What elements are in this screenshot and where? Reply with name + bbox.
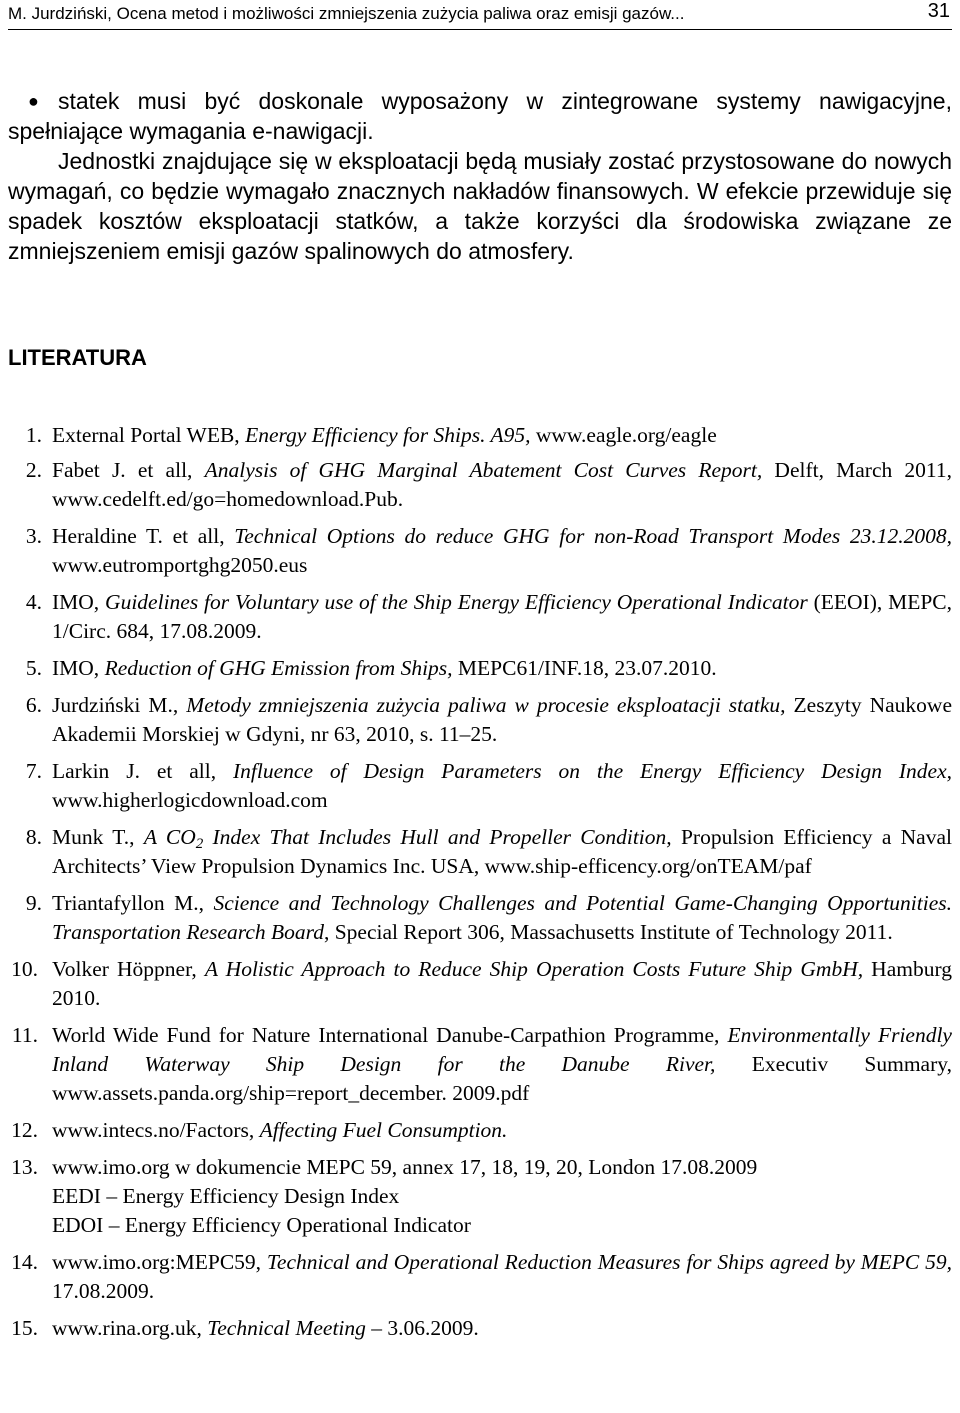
reference-text: MEPC61/INF.18, 23.07.2010. xyxy=(452,656,717,680)
reference-title-part: A CO xyxy=(143,825,196,849)
reference-item xyxy=(8,757,952,815)
reference-item xyxy=(8,955,952,1013)
page-number: 31 xyxy=(927,0,950,22)
reference-title: A Holistic Approach to Reduce Ship Operation Costs Future Ship GmbH, xyxy=(204,957,864,981)
reference-number: 8. xyxy=(25,825,42,849)
reference-text: Volker Höppner, xyxy=(52,957,205,981)
reference-list xyxy=(8,421,952,1343)
reference-number: 1. xyxy=(25,423,42,447)
reference-text: www.rina.org.uk, xyxy=(52,1316,208,1340)
reference-text: Fabet J. et all, xyxy=(52,458,205,482)
header-rule xyxy=(8,29,952,30)
paragraph: Jednostki znajdujące się w eksploatacji będą musiały zostać przystosowane do nowych wymagań, co będzie wymagało znacznych nakładów finansowych. W efekcie przewiduje się spadek kosztów eksploatacji statków, a także korzyści dla środowiska związane ze zmniejszeniem emisji gazów spalinowych do atmosfery. xyxy=(8,148,952,264)
reference-item xyxy=(8,1248,952,1306)
reference-title-part: Index That Includes Hull and Propeller Condition, xyxy=(203,825,672,849)
running-title: M. Jurdziński, Ocena metod i możliwości zmniejszenia zużycia paliwa oraz emisji gazów... xyxy=(8,4,685,23)
reference-text: Triantafyllon M., xyxy=(52,891,214,915)
reference-item xyxy=(8,654,952,683)
reference-number: 3. xyxy=(25,524,42,548)
reference-title: Reduction of GHG Emission from Ships, xyxy=(104,656,453,680)
reference-text: World Wide Fund for Nature International Danube-Carpathion Programme, xyxy=(52,1023,728,1047)
reference-title: Technical Options do reduce GHG for non-Road Transport Modes 23.12.2008, xyxy=(234,524,952,548)
section-heading: LITERATURA xyxy=(8,345,147,370)
bullet-text: statek musi być doskonale wyposażony w zintegrowane systemy nawigacyjne, spełniające wymagania e-nawigacji. xyxy=(8,88,952,144)
reference-item xyxy=(8,691,952,749)
reference-title: Influence of Design Parameters on the Energy Efficiency Design Index, xyxy=(233,759,952,783)
reference-text: www.higherlogicdownload.com xyxy=(52,788,328,812)
reference-text: Zeszyty Naukowe Akademii Morskiej w Gdyni, nr 63, 2010, s. 11–25. xyxy=(52,693,952,746)
reference-title: Environmentally Friendly Inland Waterway Ship Design for the Danube River, xyxy=(52,1023,952,1076)
reference-number: 2. xyxy=(25,458,42,482)
reference-text: Delft, March 2011, www.cedelft.ed/go=homedownload.Pub. xyxy=(52,458,953,511)
reference-text: www.imo.org:MEPC59, xyxy=(52,1250,267,1274)
reference-number: 11. xyxy=(11,1023,38,1047)
reference-text: Heraldine T. et all, xyxy=(52,524,235,548)
reference-item xyxy=(8,1153,952,1240)
reference-number: 15. xyxy=(11,1316,38,1340)
reference-text: (EEOI), MEPC, 1/Circ. 684, 17.08.2009. xyxy=(52,590,953,643)
reference-text: External Portal WEB, xyxy=(52,423,246,447)
bullet-dot-icon: ● xyxy=(28,91,39,111)
reference-number: 9. xyxy=(25,891,42,915)
reference-text: Jurdziński M., xyxy=(52,693,187,717)
reference-item xyxy=(8,823,952,881)
reference-text: Munk T., xyxy=(52,825,144,849)
reference-title: Science and Technology Challenges and Potential Game-Changing Opportunities. Transportation Research Board xyxy=(52,891,952,944)
reference-number: 10. xyxy=(11,957,38,981)
reference-number: 5. xyxy=(25,656,42,680)
reference-item xyxy=(8,1314,952,1343)
reference-title: Analysis of GHG Marginal Abatement Cost Curves Report, xyxy=(204,458,763,482)
reference-title: Technical Meeting – xyxy=(207,1316,383,1340)
reference-text: www.intecs.no/Factors, xyxy=(52,1118,260,1142)
reference-item xyxy=(8,522,952,580)
reference-title xyxy=(143,825,672,852)
body-text xyxy=(8,86,952,266)
reference-text: Executiv Summary, www.assets.panda.org/ship=report_december. 2009.pdf xyxy=(52,1052,952,1105)
reference-title: Metody zmniejszenia zużycia paliwa w procesie eksploatacji statku, xyxy=(186,693,786,717)
reference-text: IMO, xyxy=(52,656,105,680)
reference-text: IMO, xyxy=(52,590,106,614)
reference-item xyxy=(8,1021,952,1108)
reference-item xyxy=(8,588,952,646)
reference-title: Guidelines for Voluntary use of the Ship Energy Efficiency Operational Indicator xyxy=(105,590,808,614)
reference-text: Propulsion Efficiency a Naval Architects’ View Propulsion Dynamics Inc. USA, www.ship-efficency.org/onTEAM/paf xyxy=(52,825,952,878)
reference-title: Energy Efficiency for Ships. A95, xyxy=(245,423,531,447)
reference-text: www.imo.org w dokumencie MEPC 59, annex 17, 18, 19, 20, London 17.08.2009 xyxy=(52,1155,758,1179)
reference-text: 3.06.2009. xyxy=(382,1316,479,1340)
reference-text: EEDI – Energy Efficiency Design Index xyxy=(52,1184,400,1208)
reference-text: , Special Report 306, Massachusetts Institute of Technology 2011. xyxy=(323,920,893,944)
reference-number: 6. xyxy=(25,693,42,717)
bullet-item xyxy=(8,86,952,146)
reference-text: www.eutromportghg2050.eus xyxy=(52,553,308,577)
running-header xyxy=(8,0,952,30)
reference-text: 17.08.2009. xyxy=(52,1279,155,1303)
reference-text: Hamburg 2010. xyxy=(52,957,952,1010)
reference-item xyxy=(8,889,952,947)
reference-item xyxy=(8,456,952,514)
subscript: 2 xyxy=(195,836,204,852)
reference-number: 14. xyxy=(11,1250,38,1274)
reference-number: 13. xyxy=(11,1155,38,1179)
reference-text: Larkin J. et all, xyxy=(52,759,233,783)
reference-number: 12. xyxy=(11,1118,38,1142)
reference-number: 7. xyxy=(25,759,42,783)
reference-number: 4. xyxy=(25,590,42,614)
reference-text: EDOI – Energy Efficiency Operational Indicator xyxy=(52,1213,471,1237)
reference-title: Affecting Fuel Consumption. xyxy=(259,1118,508,1142)
reference-title: Technical and Operational Reduction Measures for Ships agreed by MEPC 59, xyxy=(266,1250,952,1274)
reference-item xyxy=(8,421,952,450)
reference-item xyxy=(8,1116,952,1145)
reference-text: www.eagle.org/eagle xyxy=(530,423,717,447)
